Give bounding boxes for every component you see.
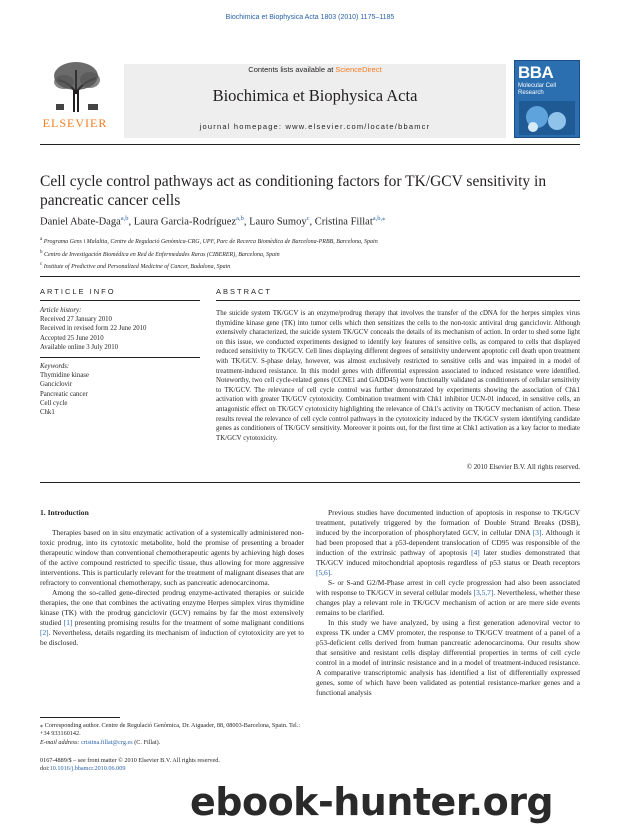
keywords-rule <box>40 357 200 358</box>
article-info-rule <box>40 300 200 301</box>
paragraph-text: . <box>330 568 333 577</box>
keyword: Ganciclovir <box>40 381 73 389</box>
sciencedirect-link[interactable]: ScienceDirect <box>335 65 382 74</box>
journal-banner <box>124 64 506 138</box>
paragraph-text: . Nevertheless, details regarding its mechanism of induction of cytotoxicity are yet to be disclosed. <box>40 628 304 647</box>
paragraph-text: In this study we have analyzed, by using a first generation adenoviral vector to express TK under a CMV promoter, the response to TK/GCV treatment of a panel of a p53-deficient cells derived from human pancreatic adenocarcinoma. Our results show that sensitive and resistant cells display differential properties in terms of cell cycle control in a model of intrinsic resistance and in a model of treatment-induced resistance. A comparative transcriptomic analysis has identified a list of differentially expressed genes, some of which have been validated as potential resistance-marker genes and a functional analysis <box>316 618 580 697</box>
abstract-heading: ABSTRACT <box>216 287 273 296</box>
corresponding-author-footnote <box>40 722 304 747</box>
author-name: Cristina Fillat <box>314 216 373 228</box>
watermark: ebook-hunter.org <box>190 780 554 824</box>
paragraph-text: later studies demonstrated that TK/GCV induced mitochondrial apoptosis regardless of p53 status or Death receptors <box>316 548 580 567</box>
affiliation-text: Centro de Investigación Biomédica en Red de Enfermedades Raras (CIBERER), Barcelona, Spain <box>44 251 280 258</box>
elsevier-tree-icon <box>50 60 102 112</box>
author-separator: , <box>128 216 134 228</box>
email-suffix: (C. Fillat). <box>132 738 161 746</box>
doi-link[interactable]: 10.1016/j.bbamcr.2010.06.009 <box>49 765 126 773</box>
affiliation-text: Institute of Predictive and Personalized Medicine of Cancer, Badalona, Spain <box>43 264 231 270</box>
affiliation <box>40 235 580 248</box>
contents-prefix: Contents lists available at <box>248 65 336 74</box>
paragraph-text: Therapies based on in situ enzymatic activation of a systemically administered non-toxic prodrug, into its cytotoxic metabolite, hold the promise of presenting a broader therapeutic window than conventional chemotherapeutic agents by achieving high doses of the active compound restricted to specific tissue, thus allowing for more aggressive interventions. This is particularly relevant for the treatment of malignant diseases that are refractory to conventional chemotherapy, such as pancreatic adenocarcinoma. <box>40 528 304 587</box>
history-entry: Available online 3 July 2010 <box>40 343 119 351</box>
abstract-text: The suicide system TK/GCV is an enzyme/prodrug therapy that involves the transfer of the cDNA for the herpes simplex virus thymidine kinase gene (TK) into tumor cells which then sensitizes the cells to the non-toxic antiviral drug ganciclovir. Although extensively characterized, the suicide system TK/GCV conceals the details of its mechanism of action. In order to shed some light on this issue, we conducted experiments designed to identify key features of sensitive cells, as compared to cells that displayed reduced sensitivity to TK/GCV. Cell lines displaying different degrees of sensitivity underwent apoptotic cell death upon treatment with TK/GCV. S-phase delay, however, was almost exclusively restricted to sensitive cells and was impaired in a model of treatment-induced resistance. In this model genes with differential expression associated to induced resistance were identified. Noteworthy, two cell cycle-related genes (CCNE1 and GADD45) were functionally validated as conditioners of cellular sensitivity to TK/GCV. The relevance of cell cycle control was further demonstrated by experiments showing the association of Chk1 activation with greater TK/GCV cytotoxicity. Combination treatment with Chk1 inhibitor UCN-01 induced, in sensitive cells, an antagonistic effect on TK/GCV cytotoxicity highlighting the relevance of Chk1's activity on TK/GCV mechanism of action. These results reveal the relevance of cell cycle control pathways in the cytotoxicity induced by the TK/GCV system identifying candidate genes as conditioners of TK/GCV sensitivity. Moreover it points out, for the first time at Chk1 activation as a key factor to mediate TK/GCV cytotoxicity. <box>216 310 580 442</box>
author-separator: , <box>309 216 315 228</box>
paragraph-text: presenting promising results for the treatment of some malignant conditions <box>72 618 304 627</box>
citation-link[interactable]: [5,6] <box>316 568 331 577</box>
elsevier-wordmark: ELSEVIER <box>42 116 108 130</box>
footnote-rule <box>40 717 120 718</box>
journal-citation[interactable]: Biochimica et Biophysica Acta 1803 (2010) 1175–1185 <box>225 14 395 21</box>
article-history-label: Article history: <box>40 307 82 314</box>
author-affiliation-mark[interactable]: a,b <box>120 215 129 222</box>
affiliation-mark: a <box>40 237 43 242</box>
keyword: Chk1 <box>40 409 55 417</box>
affiliation-list <box>40 235 580 273</box>
email-label: E-mail address: <box>40 738 82 746</box>
history-entry: Received 27 January 2010 <box>40 316 112 324</box>
history-entry: Received in revised form 22 June 2010 <box>40 325 147 333</box>
body-column-left <box>40 508 304 648</box>
author-affiliation-mark[interactable]: c <box>306 215 310 222</box>
footnote-mark: ⁎ <box>40 722 44 729</box>
corresponding-author-mark[interactable]: ⁎ <box>382 215 386 222</box>
cover-art-icon <box>519 101 575 135</box>
affiliation-mark: b <box>40 249 43 255</box>
affiliation <box>40 248 580 261</box>
citation-link[interactable]: [4] <box>471 548 480 557</box>
author-name: Lauro Sumoy <box>249 216 307 228</box>
article-info-heading: ARTICLE INFO <box>40 287 116 296</box>
article-title: Cell cycle control pathways act as conditioning factors for TK/GCV sensitivity in pancreatic cancer cells <box>40 173 547 209</box>
affiliation-text: Programa Gens i Malaltia, Centre de Regulació Genòmica-CRG, UPF, Parc de Recerca Biomèdica de Barcelona-PRBB, Barcelona, Spain <box>43 239 378 245</box>
issn-line: 0167-4889/$ – see front matter © 2010 Elsevier B.V. All rights reserved. <box>40 757 220 764</box>
section-title: 1. Introduction <box>40 508 89 517</box>
keywords-label: Keywords: <box>40 363 70 370</box>
author-affiliation-mark[interactable]: a,b,⁎ <box>372 215 386 222</box>
citation-link[interactable]: [2] <box>40 628 49 637</box>
cover-subtitle: Molecular Cell Research <box>518 83 557 96</box>
author-affiliation-mark[interactable]: a,b <box>236 215 244 222</box>
journal-homepage[interactable]: journal homepage: www.elsevier.com/locate/bbamcr <box>199 122 431 131</box>
keyword: Cell cycle <box>40 399 68 407</box>
journal-name: Biochimica et Biophysica Acta <box>212 86 418 105</box>
affiliation-mark: c <box>40 262 43 267</box>
abstract-copyright: © 2010 Elsevier B.V. All rights reserved. <box>466 464 580 471</box>
citation-link[interactable]: [3] <box>532 528 542 537</box>
header-rule <box>40 144 580 145</box>
body-paragraph <box>316 508 580 578</box>
history-entry: Accepted 25 June 2010 <box>40 334 104 342</box>
abstract-bottom-rule <box>40 482 580 483</box>
affiliation <box>40 260 580 273</box>
keyword: Pancreatic cancer <box>40 390 88 398</box>
citation-link[interactable]: [1] <box>63 618 73 627</box>
body-paragraph <box>316 618 580 698</box>
contents-line <box>124 65 506 74</box>
elsevier-logo <box>40 60 110 136</box>
author-separator: , <box>243 216 250 228</box>
author-name: Laura Garcia-Rodríguez <box>133 216 237 228</box>
body-column-right <box>316 508 580 698</box>
citation-link[interactable]: [3,5,7] <box>473 588 494 597</box>
footnote-text: Corresponding author. Centre de Regulació Genòmica, Dr. Aiguader, 88, 08003-Barcelona, Spain. Tel.: +34 933160142. <box>40 722 301 738</box>
author-list <box>40 214 580 228</box>
body-paragraph <box>316 578 580 618</box>
abstract-rule <box>216 300 580 301</box>
doi-line <box>40 765 304 773</box>
paragraph-text: . Although it had been proposed that a p53-dependent translocation of CD95 was responsible of the induction of the extrinsic pathway of apoptosis <box>316 528 580 557</box>
journal-cover <box>514 60 580 138</box>
body-paragraph <box>40 588 304 648</box>
journal-header <box>40 64 580 138</box>
email-link[interactable]: cristina.fillat@crg.es <box>81 738 133 746</box>
body-paragraph <box>40 528 304 588</box>
author-name: Daniel Abate-Daga <box>40 216 121 228</box>
issn-block <box>40 757 304 774</box>
front-matter-rule <box>40 276 580 277</box>
paragraph-text: . Nevertheless, whether these changes play a relevant role in TK/GCV mechanism of action or are mere side events remains to be clarified. <box>316 588 580 617</box>
article-history <box>40 306 200 352</box>
keyword-list <box>40 362 200 417</box>
paragraph-text: Previous studies have documented induction of apoptosis in response to TK/GCV treatment, putatively triggered by the formation of Double Strand Breaks (DSB), induced by the incorporation of phosphorylated GCV, in cellular DNA <box>316 508 580 537</box>
doi-prefix: doi: <box>40 765 50 773</box>
paragraph-text: S- or S-and G2/M-Phase arrest in cell cycle progression had also been associated with response to TK/GCV in several cellular models <box>316 578 580 597</box>
keyword: Thymidine kinase <box>40 372 89 380</box>
paragraph-text: Among the so-called gene-directed prodrug enzyme-activated therapies or suicide therapies, the one that combines the activating enzyme Herpes simplex virus thymidine kinase (TK) with the prodrug ganciclovir (GCV) remains by far the most extensively studied <box>40 588 304 627</box>
cover-title: BBA <box>518 63 554 82</box>
